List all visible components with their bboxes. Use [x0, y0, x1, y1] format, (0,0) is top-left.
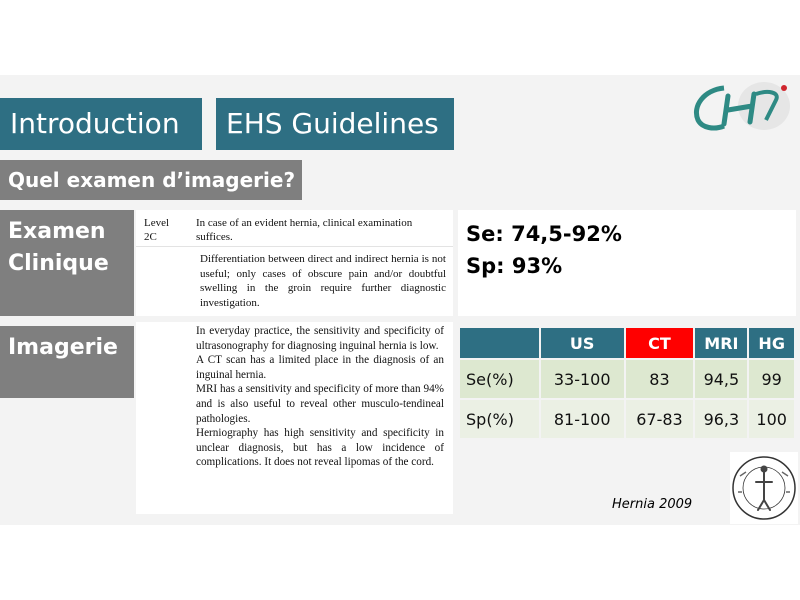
imaging-comparison-table	[458, 326, 796, 440]
subtitle-question: Quel examen d’imagerie?	[0, 160, 302, 200]
label-examen-clinique	[0, 210, 134, 316]
header-hg: HG	[749, 328, 794, 358]
citation: Hernia 2009	[612, 497, 693, 512]
level-value: 2C	[144, 231, 157, 243]
imaging-recommendations	[196, 324, 444, 470]
cell-sp-mri: 96,3	[695, 400, 747, 438]
cell-se-ct: 83	[626, 360, 694, 398]
clinique-excerpt	[136, 210, 453, 316]
label-imagerie: Imagerie	[0, 326, 134, 398]
sensitivity-value: Se: 74,5-92%	[466, 222, 622, 246]
row-label-se: Se(%)	[460, 360, 539, 398]
paragraph-mri: MRI has a sensitivity and specificity of more than 94% and is also useful to reveal other musculo-tendineal pathologies.	[196, 383, 444, 425]
recommendation-clinical: In case of an evident hernia, clinical examination suffices.	[196, 217, 413, 243]
table-row	[460, 400, 794, 438]
ehs-seal-icon	[730, 452, 798, 524]
title-ehs-guidelines: EHS Guidelines	[216, 98, 454, 150]
divider	[136, 246, 453, 247]
label-line-2: Clinique	[8, 251, 109, 276]
cell-sp-ct: 67-83	[626, 400, 694, 438]
paragraph-herniography: Herniography has high sensitivity and specificity in unclear diagnosis, but has a low incidence of complications. It does not reveal lipomas of the cord.	[196, 427, 444, 469]
table-header-row	[460, 328, 794, 358]
paragraph-ct: A CT scan has a limited place in the diagnosis of an inguinal hernia.	[196, 354, 444, 381]
header-mri: MRI	[695, 328, 747, 358]
paragraph-ultrasonography: In everyday practice, the sensitivity and specificity of ultrasonography for diagnosing inguinal hernia is low.	[196, 325, 444, 352]
level-indicator	[144, 216, 188, 244]
row-label-sp: Sp(%)	[460, 400, 539, 438]
specificity-value: Sp: 93%	[466, 254, 563, 278]
title-introduction: Introduction	[0, 98, 202, 150]
chu-logo	[684, 76, 796, 140]
header-ct: CT	[626, 328, 694, 358]
imagerie-excerpt	[136, 322, 453, 514]
clinique-stats	[458, 210, 796, 316]
level-word: Level	[144, 217, 170, 229]
header-empty	[460, 328, 539, 358]
label-line-1: Examen	[8, 219, 106, 244]
cell-sp-hg: 100	[749, 400, 794, 438]
cell-se-hg: 99	[749, 360, 794, 398]
cell-se-us: 33-100	[541, 360, 624, 398]
recommendation-differentiation: Differentiation between direct and indirect hernia is not useful; only cases of obscure pain and/or doubtful swelling in the groin require further diagnostic investigation.	[200, 253, 446, 309]
header-us: US	[541, 328, 624, 358]
cell-se-mri: 94,5	[695, 360, 747, 398]
table-row	[460, 360, 794, 398]
cell-sp-us: 81-100	[541, 400, 624, 438]
